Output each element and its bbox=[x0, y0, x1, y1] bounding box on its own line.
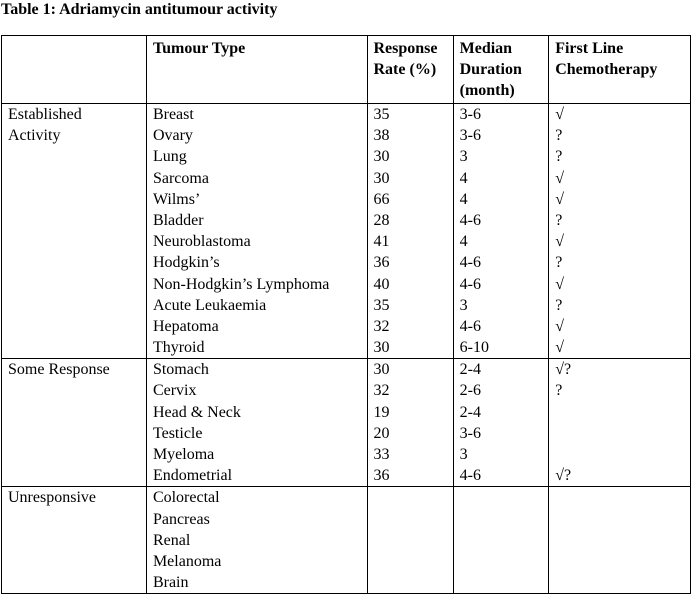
median-duration bbox=[460, 509, 549, 530]
first-line-mark: √ bbox=[555, 317, 564, 335]
tumour-type: Breast bbox=[152, 106, 194, 123]
tumour-type: Cervix bbox=[152, 382, 197, 400]
median-duration: 3 bbox=[459, 296, 468, 314]
first-line-mark bbox=[555, 423, 690, 444]
tumour-type: Ovary bbox=[152, 127, 193, 145]
response-rate: 35 bbox=[373, 106, 390, 123]
median-duration: 3 bbox=[459, 446, 468, 463]
first-line-cell bbox=[549, 359, 691, 487]
response-rate: 36 bbox=[373, 467, 390, 485]
response-rate: 30 bbox=[373, 169, 390, 187]
first-line-mark: √ bbox=[555, 275, 564, 293]
first-line-mark: √ bbox=[555, 233, 564, 251]
tumour-type: Non-Hodgkin’s Lymphoma bbox=[152, 275, 330, 293]
response-rate bbox=[374, 509, 453, 530]
tumour-type: Testicle bbox=[152, 424, 203, 442]
response-rate: 30 bbox=[373, 148, 390, 166]
first-line-mark: √? bbox=[555, 361, 572, 379]
response-rate: 20 bbox=[373, 424, 390, 442]
tumour-type: Hodgkin’s bbox=[152, 254, 220, 272]
tumour-type-cell bbox=[146, 487, 367, 594]
median-duration: 4-6 bbox=[459, 211, 481, 229]
tumour-type: Acute Leukaemia bbox=[152, 296, 267, 314]
tumour-type: Pancreas bbox=[152, 510, 210, 528]
median-duration: 3-6 bbox=[459, 127, 481, 145]
first-line-mark bbox=[555, 530, 690, 551]
header-median-duration: Median Duration (month) bbox=[453, 36, 549, 104]
response-rate bbox=[374, 551, 453, 572]
median-duration: 2-4 bbox=[459, 361, 481, 379]
first-line-mark: ? bbox=[555, 211, 563, 229]
tumour-type: Stomach bbox=[152, 361, 209, 379]
table-caption: Table 1: Adriamycin antitumour activity bbox=[1, 1, 278, 18]
response-rate: 36 bbox=[373, 254, 390, 272]
category-cell bbox=[2, 359, 147, 487]
response-rate bbox=[374, 487, 453, 508]
median-duration bbox=[460, 487, 549, 508]
tumour-type: Sarcoma bbox=[152, 169, 209, 187]
median-duration-cell bbox=[453, 487, 549, 594]
tumour-type: Thyroid bbox=[152, 339, 205, 357]
tumour-type: Endometrial bbox=[152, 467, 233, 485]
header-tumour-type: Tumour Type bbox=[146, 36, 367, 104]
median-duration: 3-6 bbox=[459, 424, 481, 442]
response-rate: 32 bbox=[373, 317, 390, 335]
category-cell bbox=[2, 104, 147, 359]
tumour-type: Hepatoma bbox=[152, 317, 219, 335]
tumour-type-cell bbox=[146, 104, 367, 359]
median-duration: 4-6 bbox=[459, 317, 481, 335]
median-duration: 3 bbox=[459, 148, 468, 166]
response-rate: 41 bbox=[373, 233, 390, 251]
first-line-mark bbox=[555, 487, 690, 508]
median-duration: 4 bbox=[459, 233, 468, 251]
median-duration: 4-6 bbox=[459, 275, 481, 293]
median-duration: 4-6 bbox=[459, 254, 481, 272]
tumour-type: Melanoma bbox=[152, 552, 222, 570]
header-first-line: First Line Chemotherapy bbox=[549, 36, 691, 104]
tumour-type: Wilms’ bbox=[152, 190, 201, 208]
response-rate bbox=[374, 530, 453, 551]
header-category bbox=[2, 36, 147, 104]
category-label: Established bbox=[8, 106, 82, 123]
table-row bbox=[2, 487, 691, 594]
first-line-mark bbox=[555, 444, 690, 465]
first-line-mark bbox=[555, 509, 690, 530]
median-duration: 2-4 bbox=[459, 403, 481, 421]
first-line-mark: √? bbox=[555, 467, 572, 485]
response-rate-cell bbox=[367, 487, 453, 594]
first-line-mark bbox=[555, 551, 690, 572]
response-rate: 19 bbox=[373, 403, 390, 421]
response-rate: 28 bbox=[373, 211, 390, 229]
response-rate: 35 bbox=[373, 296, 390, 314]
median-duration: 4 bbox=[459, 169, 468, 187]
first-line-cell bbox=[549, 487, 691, 594]
median-duration bbox=[460, 530, 549, 551]
response-rate: 30 bbox=[373, 361, 390, 379]
tumour-type: Lung bbox=[152, 148, 187, 166]
category-label: Some Response bbox=[8, 361, 110, 379]
first-line-mark: ? bbox=[555, 382, 563, 400]
first-line-mark: ? bbox=[555, 254, 563, 272]
header-row bbox=[2, 36, 691, 104]
response-rate: 38 bbox=[373, 127, 390, 145]
first-line-mark: ? bbox=[555, 127, 563, 145]
tumour-type: Neuroblastoma bbox=[152, 233, 251, 251]
median-duration bbox=[460, 551, 549, 572]
table-row bbox=[2, 104, 691, 359]
tumour-type: Colorectal bbox=[152, 489, 220, 507]
median-duration: 3-6 bbox=[459, 106, 481, 123]
median-duration: 6-10 bbox=[459, 339, 489, 357]
header-response-rate: Response Rate (%) bbox=[367, 36, 453, 104]
tumour-type-cell bbox=[146, 359, 367, 487]
response-rate bbox=[374, 572, 453, 593]
median-duration: 4-6 bbox=[459, 467, 481, 485]
tumour-type: Brain bbox=[152, 574, 189, 592]
response-rate: 30 bbox=[373, 339, 390, 357]
first-line-mark bbox=[555, 402, 690, 423]
response-rate: 33 bbox=[373, 446, 390, 463]
median-duration: 4 bbox=[459, 190, 468, 208]
category-label: Unresponsive bbox=[8, 489, 96, 507]
response-rate: 32 bbox=[373, 382, 390, 400]
first-line-mark: ? bbox=[555, 148, 563, 166]
median-duration: 2-6 bbox=[459, 382, 481, 400]
tumour-type: Myeloma bbox=[152, 446, 215, 463]
tumour-type: Head & Neck bbox=[152, 403, 241, 421]
response-rate-cell bbox=[367, 104, 453, 359]
response-rate: 66 bbox=[373, 190, 390, 208]
response-rate: 40 bbox=[373, 275, 390, 293]
first-line-mark bbox=[555, 572, 690, 593]
first-line-cell bbox=[549, 104, 691, 359]
response-rate-cell bbox=[367, 359, 453, 487]
median-duration bbox=[460, 572, 549, 593]
first-line-mark: ? bbox=[555, 296, 563, 314]
first-line-mark: √ bbox=[555, 190, 564, 208]
first-line-mark: √ bbox=[555, 339, 564, 357]
first-line-mark: √ bbox=[555, 169, 564, 187]
median-duration-cell bbox=[453, 104, 549, 359]
category-cell bbox=[2, 487, 147, 594]
first-line-mark: √ bbox=[555, 106, 564, 123]
median-duration-cell bbox=[453, 359, 549, 487]
table-body bbox=[2, 104, 691, 594]
tumour-type: Bladder bbox=[152, 211, 204, 229]
tumour-type: Renal bbox=[152, 531, 191, 549]
category-label: Activity bbox=[8, 127, 61, 145]
table-row bbox=[2, 359, 691, 487]
adriamycin-activity-table bbox=[1, 35, 691, 594]
